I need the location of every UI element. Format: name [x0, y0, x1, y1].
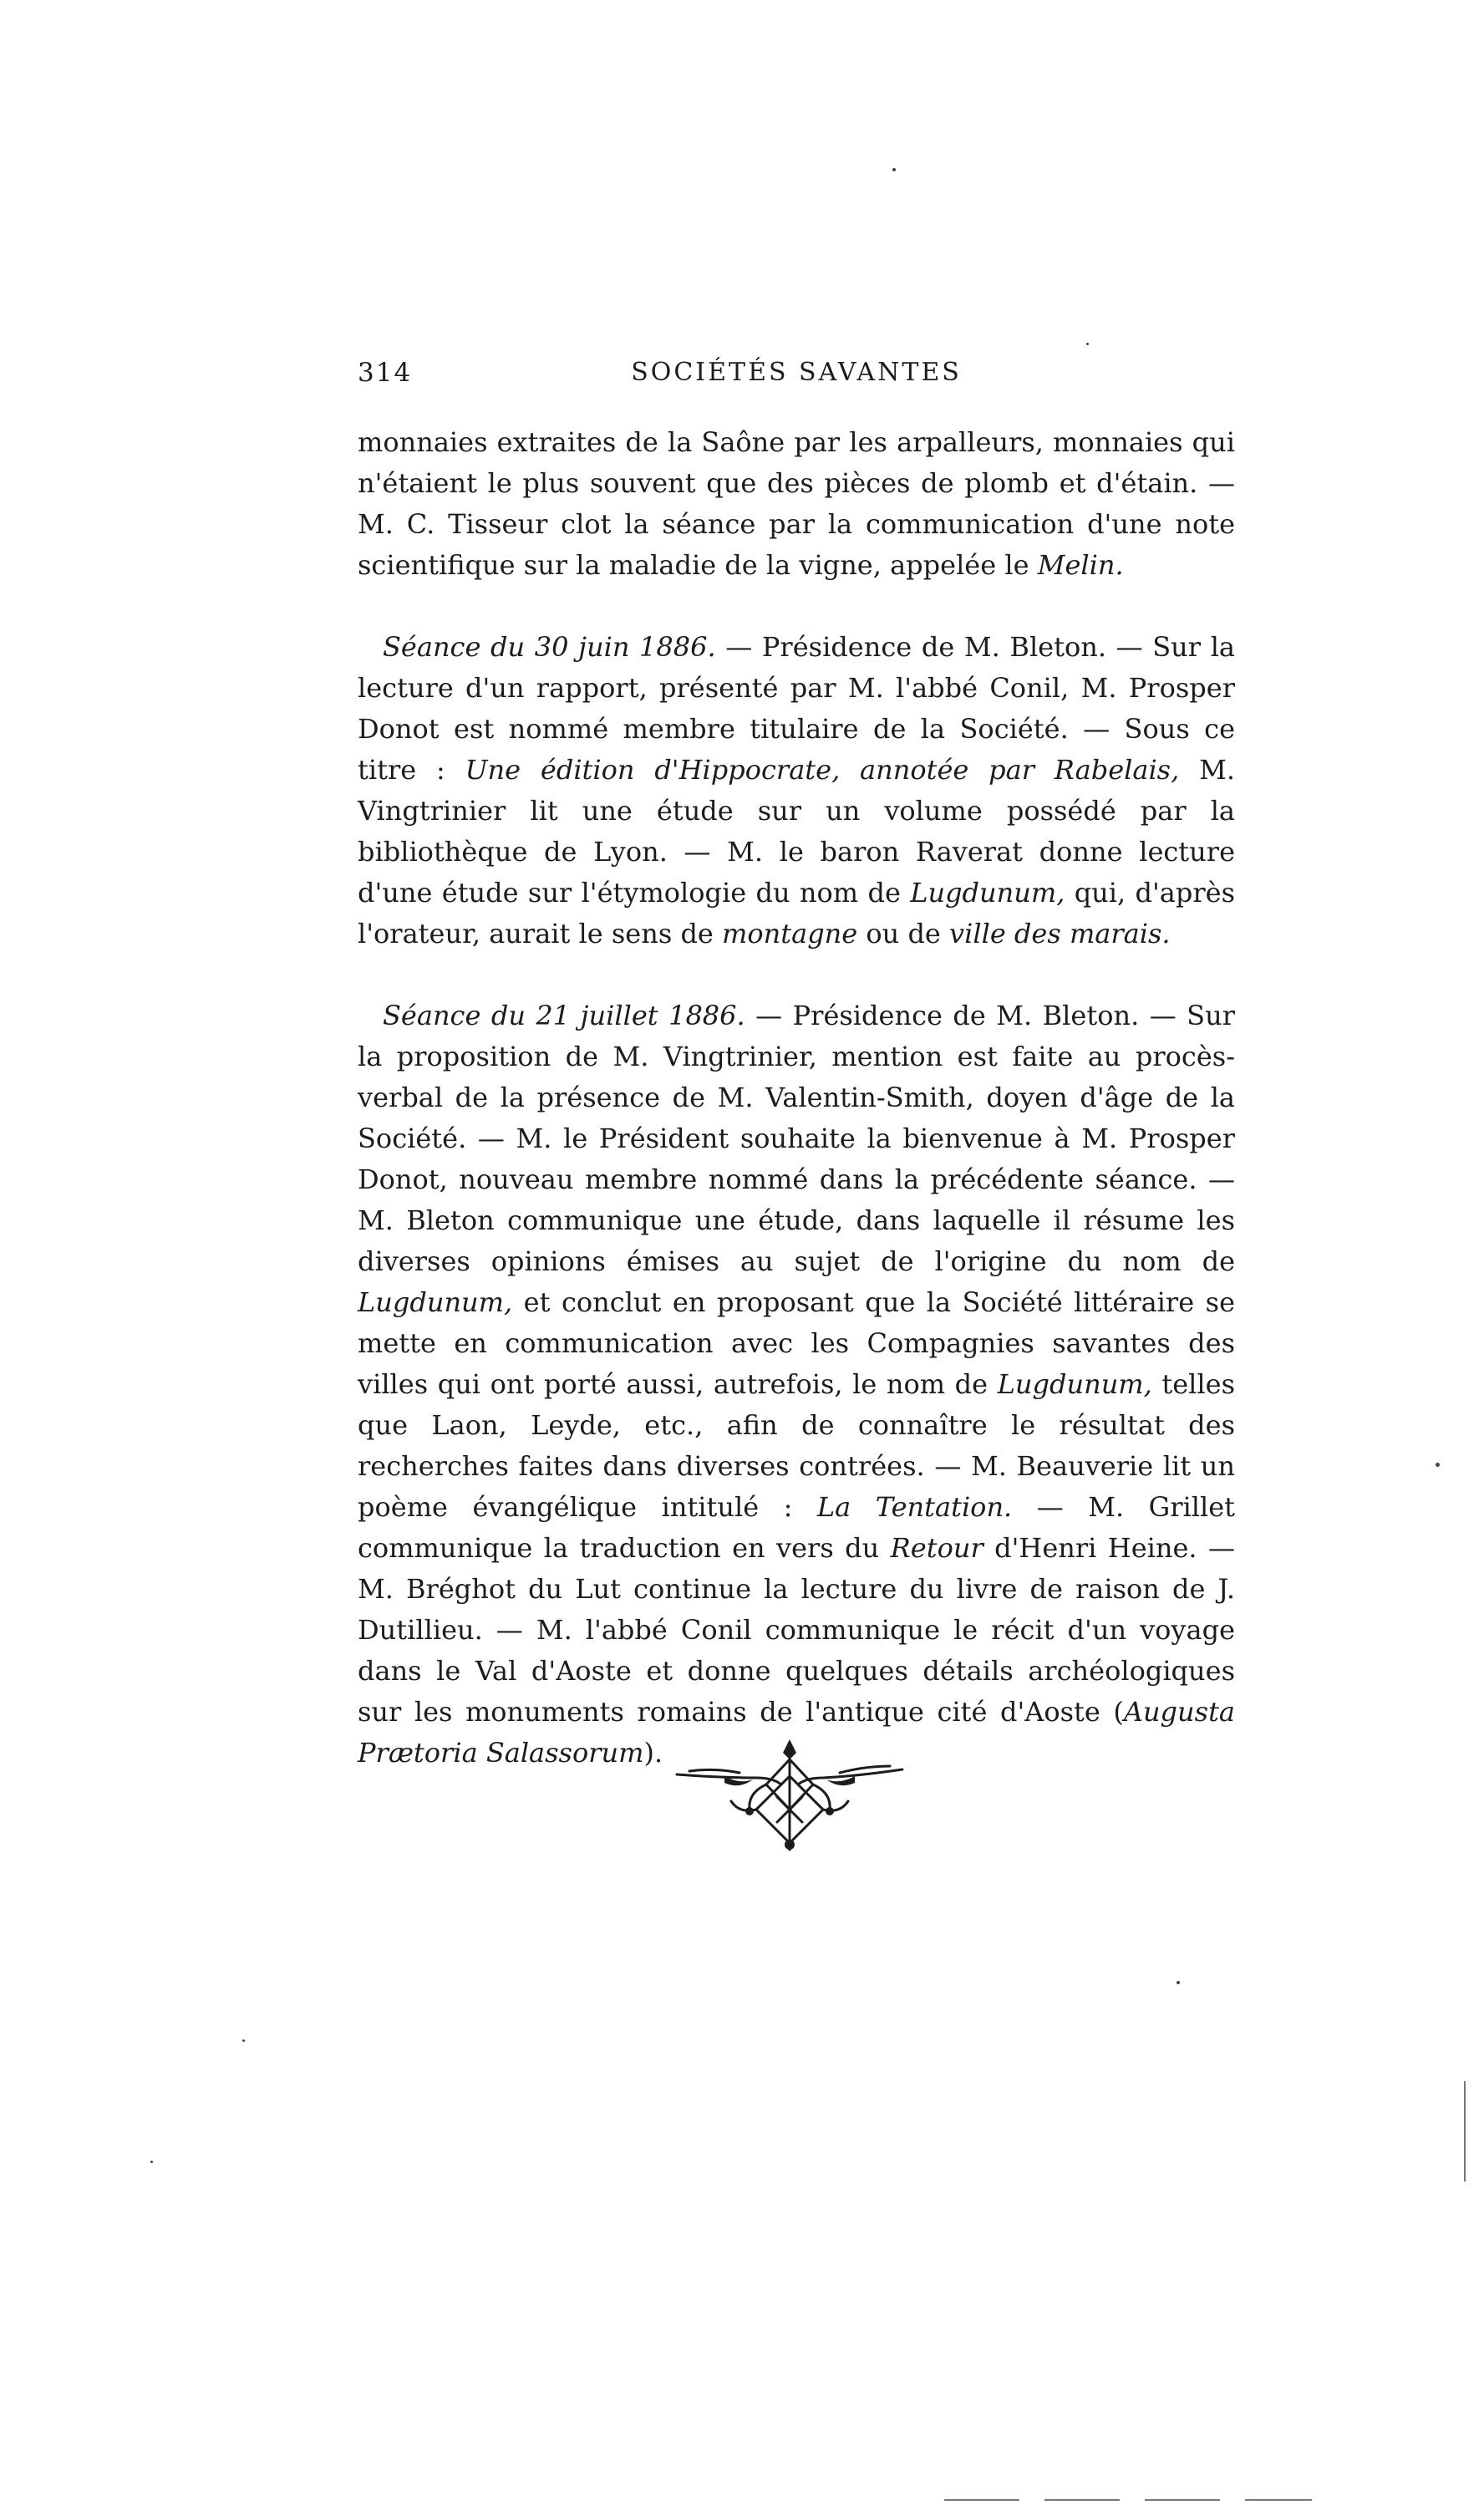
text-run: telles que Laon, Leyde, etc., afin de connaître le résultat des recherches faites dans diverses contrées. — M. Beauverie lit un poème évangélique intitulé :	[358, 1368, 1236, 1523]
scan-speck	[150, 2161, 153, 2163]
italic-text: Séance du 21 juillet 1886.	[383, 1000, 745, 1031]
running-head: SOCIÉTÉS SAVANTES	[631, 358, 962, 387]
scan-edge-mark	[944, 2499, 1019, 2501]
italic-text: Melin.	[1037, 549, 1124, 581]
paragraph-continuation	[358, 422, 1235, 586]
italic-text: Lugdunum,	[358, 1286, 513, 1318]
italic-text: Retour	[890, 1532, 983, 1564]
text-run: M. Vingtrinier lit une étude sur un volume possédé par la bibliothèque de Lyon. — M. le baron Raverat donne lecture d'une étude sur l'étymologie du nom de	[358, 754, 1236, 909]
text-run: — Présidence de M. Bleton. — Sur la proposition de M. Vingtrinier, mention est faite au procès-verbal de la présence de M. Valentin-Smith, doyen d'âge de la Société. — M. le Président souhaite la bienvenue à M. Prosper Donot, nouveau membre nommé dans la précédente séance. — M. Bleton communique une étude, dans laquelle il résume les diverses opinions émises au sujet de l'origine du nom de	[358, 1000, 1236, 1277]
italic-text: Une édition d'Hippocrate, annotée par Rabelais,	[465, 754, 1180, 786]
scan-speck	[242, 2039, 245, 2042]
scan-edge-mark	[1044, 2499, 1120, 2501]
fleuron-ornament-icon	[673, 1734, 907, 1851]
page-header	[358, 358, 1235, 400]
scan-speck	[1177, 1981, 1180, 1984]
text-run: ou de	[857, 918, 950, 949]
paragraph-seance-30-juin	[358, 627, 1235, 955]
text-run: et conclut en proposant que la Société littéraire se mette en communication avec les Compagnies savantes des villes qui ont porté aussi, autrefois, le nom de	[358, 1286, 1235, 1400]
scan-speck	[892, 168, 896, 171]
body-text	[358, 422, 1235, 1774]
italic-text: Augusta Prætoria Salassorum	[358, 1696, 1235, 1769]
scan-speck	[1086, 343, 1089, 345]
italic-text: La Tentation.	[816, 1491, 1013, 1523]
scan-speck	[1436, 1463, 1440, 1467]
text-run: — M. Grillet communique la traduction en vers du	[358, 1491, 1236, 1564]
italic-text: Lugdunum,	[997, 1368, 1152, 1400]
text-run: ).	[643, 1737, 663, 1769]
scan-edge-mark	[1145, 2499, 1220, 2501]
scan-edge-mark	[1464, 2081, 1466, 2182]
text-run: qui, d'après l'orateur, aurait le sens de	[358, 877, 1236, 949]
scan-edge-mark	[1245, 2499, 1312, 2501]
text-run: d'Henri Heine. — M. Bréghot du Lut continue la lecture du livre de raison de J. Dutillieu. — M. l'abbé Conil communique le récit d'un voyage dans le Val d'Aoste et donne quelques détails archéologiques sur les monuments romains de l'antique cité d'Aoste (	[358, 1532, 1236, 1728]
italic-text: Séance du 30 juin 1886.	[383, 631, 716, 663]
italic-text: montagne	[722, 918, 858, 949]
page-number: 314	[358, 358, 413, 388]
italic-text: ville des marais.	[949, 918, 1171, 949]
paragraph-seance-21-juillet	[358, 995, 1235, 1774]
text-run: monnaies extraites de la Saône par les arpalleurs, monnaies qui n'étaient le plus souvent que des pièces de plomb et d'étain. — M. C. Tisseur clot la séance par la communication d'une note scientifique sur la maladie de la vigne, appelée le	[358, 426, 1235, 581]
text-run: — Présidence de M. Bleton. — Sur la lecture d'un rapport, présenté par M. l'abbé Conil, M. Prosper Donot est nommé membre titulaire de la Société. — Sous ce titre :	[358, 631, 1236, 786]
italic-text: Lugdunum,	[910, 877, 1065, 909]
